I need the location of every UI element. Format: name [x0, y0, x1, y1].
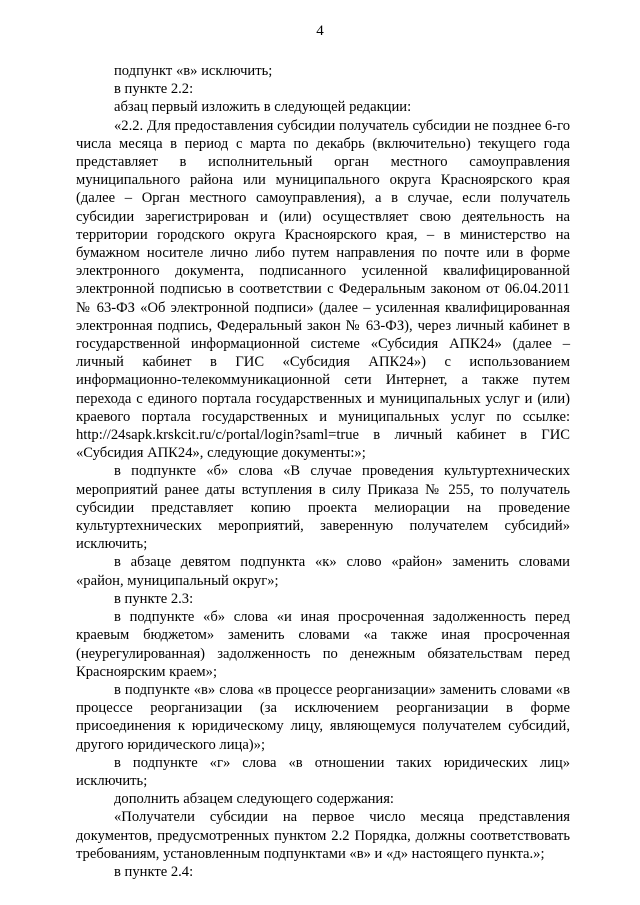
paragraph-1: подпункт «в» исключить; [114, 63, 273, 79]
paragraph-5: в подпункте «б» слова «В случае проведения культуртехнических мероприятий ранее даты вступления в силу Приказа № 255, то получатель субсидии представляет копию проекта мелиорации на проведение культуртехнических мероприятий, заверенную получателем субсидий» исключить; [76, 463, 570, 553]
paragraph-3: абзац первый изложить в следующей редакции: [114, 99, 412, 116]
paragraph-13: в пункте 2.4: [114, 863, 194, 880]
paragraph-8: в подпункте «б» слова «и иная просроченная задолженность перед краевым бюджетом» заменить словами «а также иная просроченная (неурегулированная) задолженность по денежным обязательствам перед Красноярским краем»; [76, 609, 570, 680]
paragraph-10: в подпункте «г» слова «в отношении таких юридических лиц» исключить; [76, 754, 570, 789]
paragraph-4: «2.2. Для предоставления субсидии получатель субсидии не позднее 6-го числа месяца в период с марта по декабрь (включительно) текущего года представляет в исполнительный орган местного самоуправления муниципального района или муниципального округа Красноярского края (далее – Орган местного самоуправления), а в случае, если получатель субсидии зарегистрирован и (или) осуществляет свою деятельность на территории городского округа Красноярского края, – в министерство на бумажном носителе лично либо путем направления по почте или в форме электронного документа, подписанного усиленной квалифицированной электронной подписью в соответствии с Федеральным законом от 06.04.2011 № 63-ФЗ «Об электронной подписи» (далее – усиленная квалифицированная электронная подпись, Федеральный закон № 63-ФЗ), через личный кабинет в государственной информационной системе «Субсидия АПК24» (далее – личный кабинет в ГИС «Субсидия АПК24») с использованием информационно-телекоммуникационной сети Интернет, а также путем перехода с единого портала государственных и муниципальных услуг и (или) краевого портала государственных и муниципальных услуг по ссылке: http://24sapk.krskcit.ru/c/portal/login?saml=true в личный кабинет в ГИС «Субсидия АПК24», следующие документы:»; [76, 117, 570, 462]
paragraph-7: в пункте 2.3: [114, 590, 194, 607]
page-number: 4 [316, 23, 324, 39]
paragraph-11: дополнить абзацем следующего содержания: [114, 791, 394, 808]
paragraph-12: «Получатели субсидии на первое число месяца представления документов, предусмотренных пунктом 2.2 Порядка, должны соответствовать требованиям, установленным подпунктами «в» и «д» настоящего пункта.»; [76, 809, 570, 862]
paragraph-6: в абзаце девятом подпункта «к» слово «район» заменить словами «район, муниципальный округ»; [76, 554, 570, 589]
document-body [76, 62, 570, 881]
paragraph-9: в подпункте «в» слова «в процессе реорганизации» заменить словами «в процессе реорганизации (за исключением реорганизации в форме присоединения к юридическому лицу, являющемуся получателем субсидий, другого юридического лица)»; [76, 681, 570, 753]
paragraph-2: в пункте 2.2: [114, 81, 194, 98]
